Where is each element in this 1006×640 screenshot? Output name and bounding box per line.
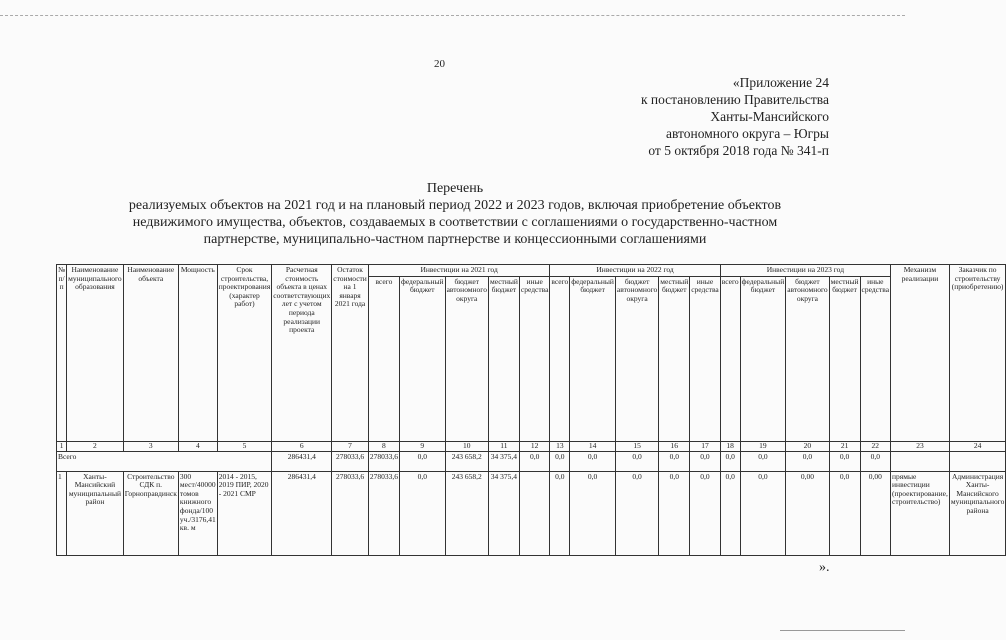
row-cell-customer: Администрация Ханты-Мансийского муниципального района	[949, 471, 1006, 555]
row-cell-remaining-cost: 278033,6	[332, 471, 369, 555]
row-cell: 0,0	[659, 471, 690, 555]
col-header-object: Наименование объекта	[123, 265, 178, 442]
col-header-inv2021: Инвестиции на 2021 год	[368, 265, 550, 277]
header-row	[57, 265, 1006, 277]
total-cell: 0,0	[786, 451, 829, 471]
column-number: 10	[445, 441, 488, 451]
total-cell: 243 658,2	[445, 451, 488, 471]
column-number: 23	[891, 441, 950, 451]
column-number: 12	[519, 441, 550, 451]
total-cell: 0,0	[659, 451, 690, 471]
appendix-line: Ханты-Мансийского	[710, 109, 829, 124]
total-cell: 0,0	[860, 451, 891, 471]
column-number: 22	[860, 441, 891, 451]
column-number: 2	[67, 441, 124, 451]
sub-federal: федеральный бюджет	[740, 276, 786, 441]
column-number: 17	[690, 441, 721, 451]
appendix-line: «Приложение 24	[732, 75, 829, 90]
row-cell-municipality: Ханты-Мансийский муниципальный район	[67, 471, 124, 555]
sub-local: местный бюджет	[829, 276, 860, 441]
sub-federal: федеральный бюджет	[570, 276, 616, 441]
objects-table	[56, 264, 1006, 556]
row-cell-mechanism: прямые инвестиции (проектирование, строительство)	[891, 471, 950, 555]
row-cell: 0,0	[399, 471, 445, 555]
title-heading: Перечень	[426, 181, 484, 196]
column-number: 8	[368, 441, 399, 451]
title-line: недвижимого имущества, объектов, создаваемых в соответствии с соглашениями о государственно-частном	[132, 215, 778, 230]
row-cell: 0,0	[720, 471, 740, 555]
sub-regional: бюджет автономного округа	[615, 276, 658, 441]
column-number: 18	[720, 441, 740, 451]
total-cell: 0,0	[740, 451, 786, 471]
col-header-capacity: Мощность	[178, 265, 217, 442]
table-row	[57, 471, 1006, 555]
sub-total: всего	[368, 276, 399, 441]
total-cell: 278033,6	[368, 451, 399, 471]
title-line: партнерстве, муниципально-частном партнерстве и концессионными соглашениями	[203, 232, 707, 247]
column-number: 5	[217, 441, 272, 451]
sub-total: всего	[720, 276, 740, 441]
sub-total: всего	[550, 276, 570, 441]
row-cell: 0,00	[786, 471, 829, 555]
scan-top-edge	[0, 15, 905, 16]
total-cell: 0,0	[550, 451, 570, 471]
total-cell: 0,0	[615, 451, 658, 471]
row-cell: 243 658,2	[445, 471, 488, 555]
total-label: Всего	[57, 451, 272, 471]
row-cell: 0,00	[860, 471, 891, 555]
row-cell: 34 375,4	[488, 471, 519, 555]
row-cell-capacity: 300 мест/40000 томов книжного фонда/100 уч./3176,41 кв. м	[178, 471, 217, 555]
scan-bottom-edge	[780, 630, 905, 631]
row-cell	[519, 471, 550, 555]
title-line: реализуемых объектов на 2021 год и на плановый период 2022 и 2023 годов, включая приобретение объектов	[128, 198, 782, 213]
row-cell: 0,0	[550, 471, 570, 555]
appendix-line: автономного округа – Югры	[666, 126, 829, 141]
sub-other: иные средства	[519, 276, 550, 441]
col-header-num: № п/п	[57, 265, 67, 442]
sub-regional: бюджет автономного округа	[786, 276, 829, 441]
appendix-header	[641, 74, 829, 159]
closing-quote-mark: ».	[819, 560, 830, 575]
column-number: 13	[550, 441, 570, 451]
column-number: 3	[123, 441, 178, 451]
column-number: 15	[615, 441, 658, 451]
total-cell: 286431,4	[272, 451, 332, 471]
row-cell-num: 1	[57, 471, 67, 555]
col-header-inv2022: Инвестиции на 2022 год	[550, 265, 720, 277]
row-cell-term: 2014 - 2015, 2019 ПИР, 2020 - 2021 СМР	[217, 471, 272, 555]
page-number: 20	[434, 58, 445, 70]
total-cell: 0,0	[829, 451, 860, 471]
col-header-remaining-cost: Остаток стоимости на 1 января 2021 года	[332, 265, 369, 442]
appendix-line: от 5 октября 2018 года № 341-п	[648, 143, 829, 158]
column-number: 14	[570, 441, 616, 451]
sub-federal: федеральный бюджет	[399, 276, 445, 441]
column-number: 1	[57, 441, 67, 451]
col-header-inv2023: Инвестиции на 2023 год	[720, 265, 890, 277]
total-cell: 0,0	[399, 451, 445, 471]
column-number: 20	[786, 441, 829, 451]
total-cell: 0,0	[570, 451, 616, 471]
col-header-estimated-cost: Расчетная стоимость объекта в ценах соответствующих лет с учетом периода реализации проекта	[272, 265, 332, 442]
col-header-municipality: Наименование муниципального образования	[67, 265, 124, 442]
total-cell	[949, 451, 1006, 471]
column-number: 6	[272, 441, 332, 451]
column-number: 7	[332, 441, 369, 451]
row-cell-object: Строительство СДК п. Горноправдинск	[123, 471, 178, 555]
row-cell: 278033,6	[368, 471, 399, 555]
row-cell: 0,0	[615, 471, 658, 555]
column-number: 24	[949, 441, 1006, 451]
sub-local: местный бюджет	[659, 276, 690, 441]
total-cell: 0,0	[690, 451, 721, 471]
row-cell-estimated-cost: 286431,4	[272, 471, 332, 555]
sub-other: иные средства	[860, 276, 891, 441]
column-number: 9	[399, 441, 445, 451]
column-number-row	[57, 441, 1006, 451]
row-cell: 0,0	[690, 471, 721, 555]
column-number: 16	[659, 441, 690, 451]
column-number: 21	[829, 441, 860, 451]
row-cell: 0,0	[570, 471, 616, 555]
total-cell: 0,0	[720, 451, 740, 471]
row-cell: 0,0	[740, 471, 786, 555]
sub-regional: бюджет автономного округа	[445, 276, 488, 441]
total-cell	[891, 451, 950, 471]
total-cell: 34 375,4	[488, 451, 519, 471]
total-cell: 278033,6	[332, 451, 369, 471]
column-number: 11	[488, 441, 519, 451]
column-number: 19	[740, 441, 786, 451]
sub-other: иные средства	[690, 276, 721, 441]
sub-local: местный бюджет	[488, 276, 519, 441]
total-cell: 0,0	[519, 451, 550, 471]
column-number: 4	[178, 441, 217, 451]
col-header-mechanism: Механизм реализации	[891, 265, 950, 442]
document-title	[60, 180, 850, 248]
row-cell: 0,0	[829, 471, 860, 555]
col-header-customer: Заказчик по строительству (приобретению)	[949, 265, 1006, 442]
total-row	[57, 451, 1006, 471]
col-header-term: Срок строительства, проектирования (характер работ)	[217, 265, 272, 442]
appendix-line: к постановлению Правительства	[640, 92, 829, 107]
